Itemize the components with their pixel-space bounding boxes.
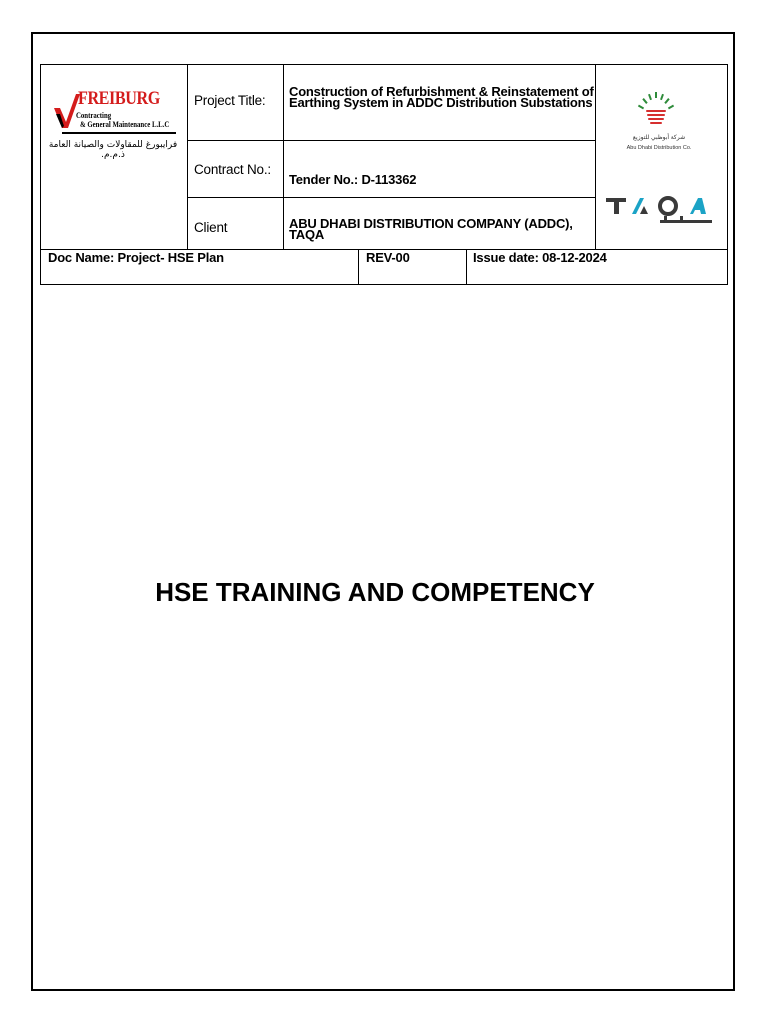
divider <box>187 64 188 249</box>
addc-logo-english: Abu Dhabi Distribution Co. <box>626 145 692 151</box>
company-logo-arabic: فرايبورغ للمقاولات والصيانة العامة ذ.م.م. <box>48 140 178 160</box>
company-logo-rule <box>62 132 176 134</box>
divider <box>187 197 596 198</box>
divider <box>283 64 284 249</box>
company-logo-line2: & General Maintenance L.L.C <box>80 120 170 129</box>
addc-logo-arabic: شركة أبوظبي للتوزيع <box>632 135 686 141</box>
contract-value: Tender No.: D-113362 <box>289 172 417 187</box>
divider <box>358 249 359 285</box>
contract-label: Contract No.: <box>194 162 271 177</box>
company-logo-name: FREIBURG <box>78 88 160 109</box>
divider <box>466 249 467 285</box>
addc-emblem-icon <box>636 90 676 130</box>
client-label: Client <box>194 220 228 235</box>
project-title-value: Construction of Refurbishment & Reinstatement of Earthing System in ADDC Distribution Substations <box>289 84 594 110</box>
divider <box>187 140 596 141</box>
doc-name: Doc Name: Project- HSE Plan <box>48 250 224 265</box>
issue-date: Issue date: 08-12-2024 <box>473 250 607 265</box>
revision: REV-00 <box>366 250 410 265</box>
company-logo-line1: Contracting <box>76 111 112 120</box>
client-value: ABU DHABI DISTRIBUTION COMPANY (ADDC), TAQA <box>289 216 573 242</box>
taqa-wordmark-icon <box>604 192 714 230</box>
project-title-label: Project Title: <box>194 93 266 108</box>
page-title: HSE TRAINING AND COMPETENCY <box>155 577 595 607</box>
